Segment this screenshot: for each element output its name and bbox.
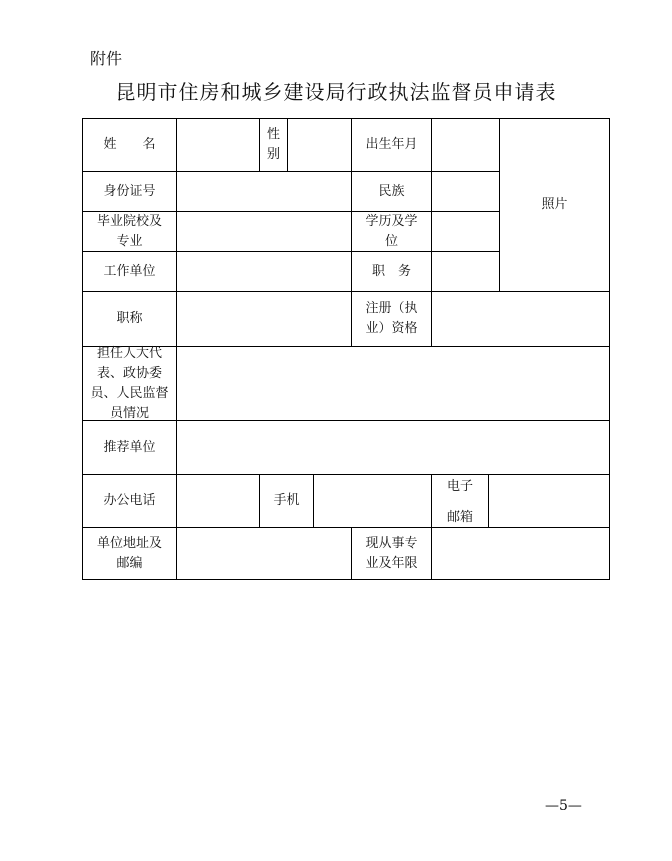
professional-title-field[interactable]: [177, 292, 351, 346]
email-label-top: 电子: [446, 479, 473, 494]
ethnicity-field[interactable]: [432, 172, 499, 211]
photo-slot[interactable]: 照片: [541, 197, 568, 212]
name-label: 姓 名: [103, 137, 156, 152]
current-profession-field[interactable]: [432, 528, 609, 579]
attachment-label: 附件: [90, 49, 123, 68]
birth-field[interactable]: [432, 119, 499, 171]
degree-field[interactable]: [432, 212, 499, 251]
page-number: —5—: [545, 798, 582, 814]
email-field[interactable]: [489, 475, 609, 527]
recommender-field[interactable]: [177, 421, 609, 474]
mobile-label: 手机: [273, 493, 300, 508]
email-label-bottom: 邮箱: [446, 510, 473, 525]
id-number-label: 身份证号: [103, 183, 156, 199]
office-phone-label: 办公电话: [103, 493, 156, 508]
deputy-status-label: 担任人大代 表、政协委 员、人民监督 员情况: [90, 345, 169, 421]
mobile-field[interactable]: [314, 475, 431, 527]
gender-field[interactable]: [288, 119, 351, 171]
qualification-field[interactable]: [432, 292, 609, 346]
current-profession-label: 现从事专 业及年限: [365, 535, 418, 571]
school-major-label: 毕业院校及 专业: [96, 213, 162, 249]
school-major-field[interactable]: [177, 212, 351, 251]
ethnicity-label: 民族: [378, 183, 405, 199]
id-number-field[interactable]: [177, 172, 351, 211]
recommender-label: 推荐单位: [103, 439, 156, 455]
address-postcode-label: 单位地址及 邮编: [96, 535, 162, 571]
professional-title-label: 职称: [116, 311, 143, 326]
office-phone-field[interactable]: [177, 475, 259, 527]
workplace-label: 工作单位: [103, 263, 156, 279]
workplace-field[interactable]: [177, 252, 351, 291]
address-postcode-field[interactable]: [177, 528, 351, 579]
position-label: 职 务: [371, 263, 411, 279]
degree-label: 学历及学 位: [365, 213, 418, 249]
qualification-label: 注册（执 业）资格: [365, 301, 418, 336]
position-field[interactable]: [432, 252, 499, 291]
gender-label: 性 别: [266, 127, 280, 162]
name-field[interactable]: [177, 119, 259, 171]
deputy-status-field[interactable]: [177, 347, 609, 420]
form-title: 昆明市住房和城乡建设局行政执法监督员申请表: [115, 80, 557, 104]
birth-label: 出生年月: [365, 137, 418, 152]
